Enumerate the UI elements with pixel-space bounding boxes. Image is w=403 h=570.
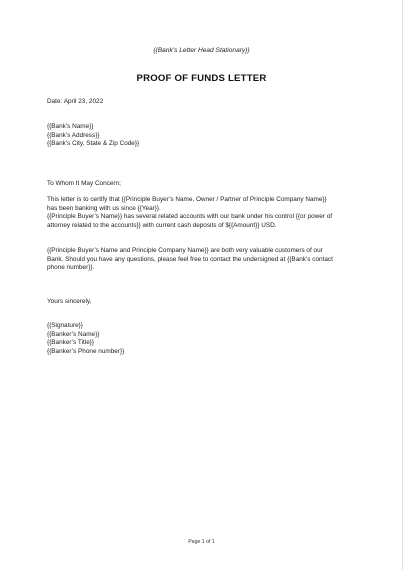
salutation: To Whom It May Concern; — [47, 180, 121, 187]
date-line: Date: April 23, 2022 — [47, 98, 104, 105]
paragraph2-line: {{Principle Buyer’s Name and Principle Company Name}} are both very valuable customers of our — [47, 247, 323, 254]
paragraph1-line: This letter is to certify that {{Principle Buyer’s Name, Owner / Partner of Principle Company Name}} — [47, 196, 327, 203]
paragraph2-line: phone number}}. — [47, 264, 95, 272]
paragraph-customers — [47, 247, 333, 273]
banker-phone: {{Banker’s Phone number}} — [47, 347, 125, 355]
bank-name: {{Bank’s Name}} — [47, 123, 94, 130]
paragraph2-line: Bank. Should you have any questions, please feel free to contact the undersigned at {{Bank’s contact — [47, 255, 333, 263]
document-title: PROOF OF FUNDS LETTER — [136, 73, 267, 84]
letterhead-placeholder: {{Bank’s Letter Head Stationary}} — [153, 47, 250, 54]
bank-address: {{Bank’s Address}} — [47, 131, 100, 139]
paragraph1-line: has been banking with us since {{Year}}. — [47, 204, 161, 212]
bank-city-state-zip: {{Bank’s City, State & Zip Code}} — [47, 140, 140, 148]
paragraph1-line: {{Principle Buyer’s Name}} has several related accounts with our bank under his control {{or power of — [47, 213, 333, 221]
closing: Yours sincerely, — [47, 298, 92, 305]
signature-block — [47, 322, 124, 356]
paragraph-certification — [47, 196, 332, 230]
bank-address-block — [47, 123, 139, 149]
paragraph1-line: attorney related to the accounts}} with current cash deposits of ${{Amount}} USD. — [47, 221, 277, 229]
page-number: Page 1 of 1 — [188, 539, 215, 545]
banker-name: {{Banker’s Name}} — [47, 330, 100, 338]
signature-placeholder: {{Signature}} — [47, 322, 83, 329]
banker-title: {{Banker’s Title}} — [47, 339, 95, 347]
